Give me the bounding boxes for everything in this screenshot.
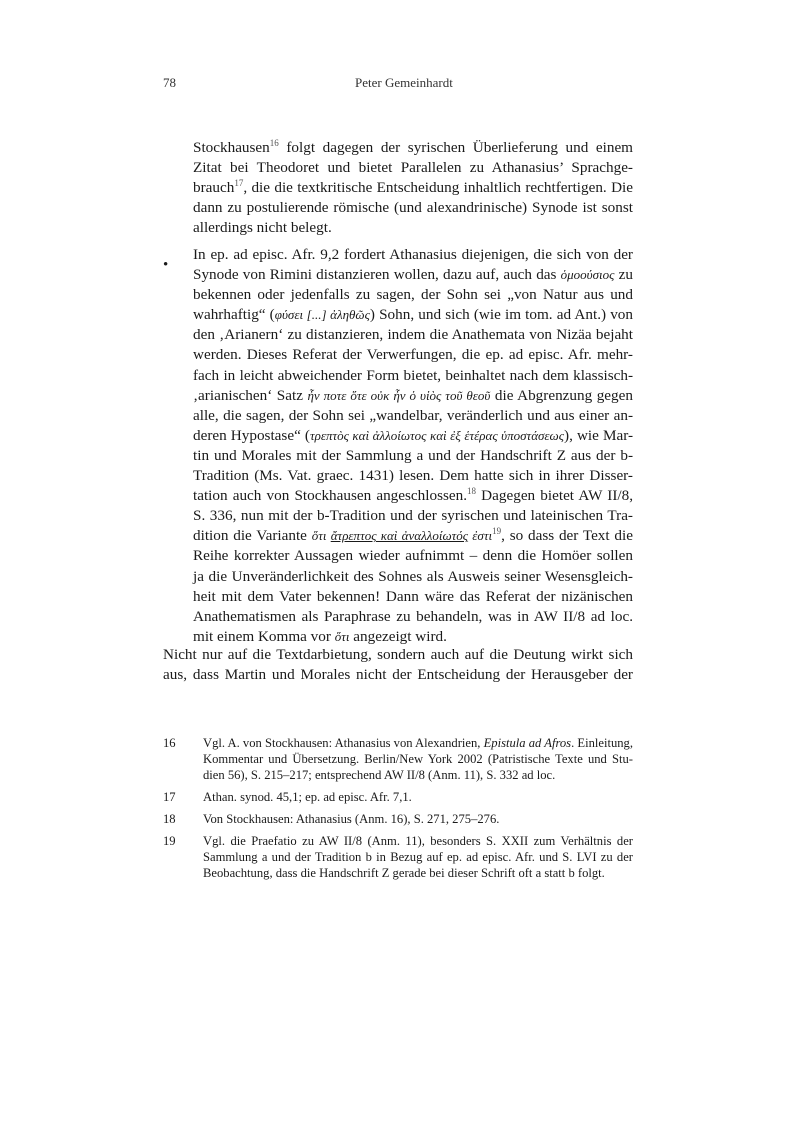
text-span: In ep. ad episc. Afr. 9,2 fordert Athanasius diejenigen, die sich von der xyxy=(193,246,633,263)
text-line xyxy=(193,218,633,238)
text-line xyxy=(193,607,633,627)
text-line xyxy=(193,587,633,607)
text-line xyxy=(203,767,633,783)
text-line xyxy=(193,138,633,158)
greek-text: ὁμοούσιος xyxy=(560,267,615,283)
footnote-text xyxy=(203,833,633,881)
text-line xyxy=(203,811,633,827)
footnote xyxy=(163,735,633,783)
text-line xyxy=(193,466,633,486)
text-span: Epistula ad Afros xyxy=(483,736,572,750)
paragraph-continuation xyxy=(193,138,633,238)
text-line xyxy=(203,789,633,805)
text-span: tin und Morales mit der Sammlung a und der Handschrift Z aus der b- xyxy=(193,446,633,464)
text-span: Athan. synod. 45,1; ep. ad episc. Afr. 7,1. xyxy=(203,790,412,804)
text-span: zu xyxy=(614,266,633,284)
text-span: Von Stockhausen: Athanasius (Anm. 16), S. 271, 275–276. xyxy=(203,812,500,826)
greek-text: ὅτι xyxy=(311,528,331,544)
text-span: wahrhaftig“ ( xyxy=(193,306,275,324)
text-span: den ‚Arianern‘ zu distanzieren, indem die Anathemata von Nizäa bejaht xyxy=(193,326,633,344)
text-span: angezeigt wird. xyxy=(349,627,447,645)
text-span: Vgl. A. von Stockhausen: Athanasius von Alexandrien, xyxy=(203,736,484,750)
text-span: , so dass der Text die xyxy=(501,527,633,545)
text-span: Synode von Rimini distanzieren wollen, dazu auf, auch das xyxy=(193,266,561,284)
text-line xyxy=(193,198,633,218)
footnote-ref[interactable]: 16 xyxy=(269,138,279,148)
footnote-number: 19 xyxy=(163,834,176,848)
text-line xyxy=(193,366,633,386)
text-span: Dagegen bietet AW II/8, xyxy=(476,487,633,505)
text-line xyxy=(193,486,633,506)
running-title: Peter Gemeinhardt xyxy=(355,75,453,90)
paragraph xyxy=(163,645,633,685)
greek-text: ἐστι xyxy=(468,528,493,544)
text-span: die Abgrenzung gegen xyxy=(490,386,633,404)
footnote-ref[interactable]: 17 xyxy=(234,178,244,189)
text-span: werden. Dieses Referat der Verwerfungen, die ep. ad episc. Afr. mehr- xyxy=(193,346,633,364)
text-line xyxy=(193,406,633,426)
text-line xyxy=(203,751,633,767)
text-line xyxy=(193,526,633,546)
text-span: Stockhausen xyxy=(193,139,270,156)
footnote-text xyxy=(203,735,633,783)
footnote-number: 16 xyxy=(163,736,176,750)
text-line xyxy=(193,345,633,365)
text-span: Kommentar und Übersetzung. Berlin/New York 2002 (Patristische Texte und Stu- xyxy=(203,752,633,766)
text-line xyxy=(193,325,633,345)
text-line xyxy=(193,245,633,265)
text-line xyxy=(193,265,633,285)
text-span: ), wie Mar- xyxy=(564,426,634,444)
page-number: 78 xyxy=(163,75,176,90)
greek-text: ἄτρεπτος καὶ ἀναλλοίωτός xyxy=(330,528,469,544)
text-line xyxy=(203,849,633,865)
text-span: , die die textkritische Entscheidung inhaltlich rechtfertigen. Die xyxy=(243,179,633,197)
greek-text: φύσει [...] ἀληθῶς xyxy=(274,307,370,323)
bullet-icon: • xyxy=(163,257,169,273)
text-line xyxy=(203,833,633,849)
text-span: S. 336, nun mit der b-Tradition und der syrischen und lateinischen Tra- xyxy=(193,507,633,525)
text-span: allerdings nicht belegt. xyxy=(193,219,332,237)
footnote-ref[interactable]: 19 xyxy=(492,526,502,537)
footnote xyxy=(163,789,633,805)
text-span: ‚arianischen‘ Satz xyxy=(193,386,308,404)
greek-text: ὅτι xyxy=(334,628,350,644)
text-line xyxy=(193,305,633,325)
footnote-text xyxy=(203,789,633,805)
text-span: Zitat bei Theodoret und bietet Parallelen zu Athanasius’ Sprachge- xyxy=(193,159,633,177)
text-span: Anathematismen als Paraphrase zu behandeln, was in AW II/8 ad loc. xyxy=(193,607,633,625)
text-line xyxy=(203,735,633,751)
text-line xyxy=(193,506,633,526)
text-span: Vgl. die Praefatio zu AW II/8 (Anm. 11), besonders S. XXII zum Verhältnis der xyxy=(203,834,633,848)
text-line xyxy=(193,158,633,178)
text-line xyxy=(193,285,633,305)
text-span: Nicht nur auf die Textdarbietung, sondern auch auf die Deutung wirkt sich xyxy=(163,646,633,663)
text-line xyxy=(163,665,633,685)
text-line xyxy=(193,627,633,647)
bullet-paragraph xyxy=(193,245,633,647)
text-span: brauch xyxy=(193,179,235,197)
greek-text: τρεπτὸς καὶ ἀλλοίωτος καὶ ἐξ ἑτέρας ὑποστάσεως xyxy=(309,427,565,443)
text-span: . Einleitung, xyxy=(571,736,633,750)
text-span: folgt dagegen der syrischen Überlieferung und einem xyxy=(278,139,633,156)
text-span: fach in leicht abweichender Form bietet, beinhaltet nach dem klassisch- xyxy=(193,366,633,384)
text-span: deren Hypostase“ ( xyxy=(193,426,310,444)
text-span: mit einem Komma vor xyxy=(193,627,335,645)
text-span: ) Sohn, und sich (wie im tom. ad Ant.) von xyxy=(369,306,633,324)
text-line xyxy=(163,645,633,665)
footnote xyxy=(163,833,633,881)
text-span: ja die Unveränderlichkeit des Sohnes als Ausweis seiner Wesensgleich- xyxy=(193,567,633,585)
footnote-ref[interactable]: 18 xyxy=(467,486,477,497)
text-span: Reihe korrekter Aussagen wieder aufnimmt – denn die Homöer sollen xyxy=(193,547,633,565)
text-span: dition die Variante xyxy=(193,527,312,545)
text-span: dann zu postulierende römische (und alexandrinische) Synode ist sonst xyxy=(193,199,633,217)
text-line xyxy=(193,567,633,587)
text-span: Tradition (Ms. Vat. graec. 1431) lesen. Dem hatte sich in ihrer Disser- xyxy=(193,467,633,485)
footnote xyxy=(163,811,633,827)
greek-text: ἦν ποτε ὅτε οὐκ ἦν ὁ υἱὸς τοῦ θεοῦ xyxy=(307,387,491,403)
text-line xyxy=(203,865,633,881)
text-span: tation auch von Stockhausen angeschlossen. xyxy=(193,487,468,505)
footnote-text xyxy=(203,811,633,827)
text-span: Sammlung a und der Tradition b in Bezug auf ep. ad episc. Afr. und S. LVI zu der xyxy=(203,850,633,864)
text-span: dien 56), S. 215–217; entsprechend AW II/8 (Anm. 11), S. 332 ad loc. xyxy=(203,768,556,782)
footnote-number: 17 xyxy=(163,790,176,804)
text-line xyxy=(193,446,633,466)
text-line xyxy=(193,426,633,446)
text-line xyxy=(193,546,633,566)
footnote-number: 18 xyxy=(163,812,176,826)
text-span: alle, die sagen, der Sohn sei „wandelbar, veränderlich und aus einer an- xyxy=(193,406,633,424)
text-line xyxy=(193,386,633,406)
text-line xyxy=(193,178,633,198)
text-span: aus, dass Martin und Morales nicht der Entscheidung der Herausgeber der xyxy=(163,666,633,684)
text-span: Beobachtung, dass die Handschrift Z gerade bei dieser Schrift oft a statt b folgt. xyxy=(203,866,605,880)
text-span: heit mit dem Vater bekennen! Dann wäre das Referat der nizänischen xyxy=(193,587,633,605)
text-span: bekennen oder jedenfalls zu sagen, der Sohn sei „von Natur aus und xyxy=(193,286,633,304)
